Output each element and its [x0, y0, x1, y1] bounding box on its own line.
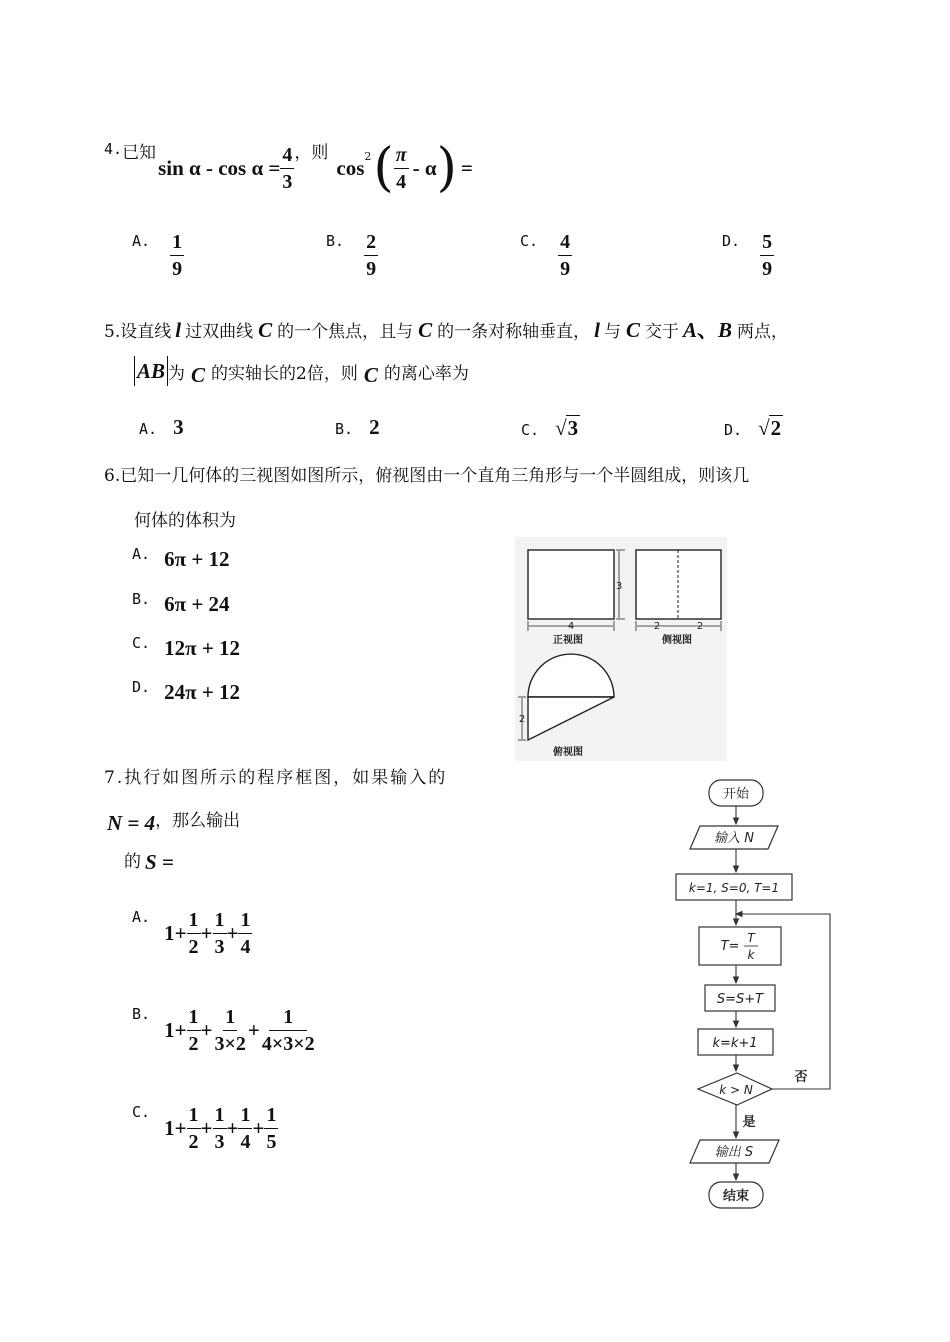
q5-var: C	[625, 318, 640, 342]
q4-frac	[280, 143, 294, 194]
q4-opt-label: C.	[520, 232, 539, 250]
q4-sq: 2	[364, 150, 372, 163]
q6-option-b[interactable]	[132, 590, 230, 617]
q5-opt-val: 2	[369, 415, 380, 439]
q5-var: A	[682, 318, 697, 342]
q5-ab: AB	[137, 359, 166, 383]
q5-text: 与	[603, 322, 621, 342]
flow-init: k=1, S=0, T=1	[688, 881, 780, 895]
q4-opt-label: D.	[722, 232, 741, 250]
q7-option-b[interactable]	[132, 1005, 317, 1056]
q5-var: C	[191, 362, 206, 387]
q4-rparen: )	[436, 138, 457, 198]
front-dim-3: 3	[615, 581, 623, 592]
front-view-rect	[528, 550, 614, 619]
q4-opt-frac	[558, 230, 572, 281]
q4-option-b[interactable]	[326, 232, 378, 281]
q7-n-expr: N = 4	[107, 811, 156, 835]
q5-var: C	[363, 362, 378, 387]
q7-line2	[107, 806, 240, 836]
q7-opt-label: C.	[132, 1103, 151, 1121]
flow-start: 开始	[722, 787, 750, 802]
q4-opt-frac	[170, 230, 184, 281]
q4-opt-den: 9	[172, 258, 183, 280]
q6-option-a[interactable]	[132, 545, 230, 572]
q5-opt-val: 3	[567, 416, 579, 440]
q5-text: 为	[168, 363, 186, 384]
q7-plus: +	[200, 921, 213, 945]
q4-stem	[104, 138, 473, 198]
q7-frac: $\frac{1}{3}$	[214, 1104, 225, 1153]
q7-line1: 7.执行如图所示的程序框图，如果输入的	[104, 768, 448, 788]
q7-plus: +	[226, 1116, 239, 1140]
q7-opt-label: B.	[132, 1005, 151, 1023]
q5-line1	[104, 314, 788, 344]
q4-cos: cos	[336, 155, 365, 180]
flow-condition: k > N	[719, 1083, 753, 1097]
top-dim-2: 2	[518, 714, 526, 725]
q5-line2	[134, 356, 469, 386]
q7-opt-a-expr	[164, 908, 252, 959]
q4-opt-label: A.	[132, 232, 151, 250]
q4-option-c[interactable]	[520, 232, 572, 281]
q5-var: l	[175, 318, 182, 342]
q5-opt-val: 2	[770, 416, 782, 440]
q5-option-c[interactable]	[521, 415, 580, 441]
q7-one: 1+	[164, 921, 187, 945]
q5-abs-bar	[134, 356, 168, 386]
flow-yes: 是	[742, 1115, 756, 1130]
q7-frac: $\frac{1}{4}$	[240, 1104, 251, 1153]
q5-text: 交于	[644, 322, 679, 342]
q5-text: 、	[696, 318, 718, 342]
q4-pi: π	[394, 143, 409, 169]
flow-k-assign: k=k+1	[712, 1036, 758, 1051]
q5-text: 的一个焦点，且与	[277, 322, 414, 342]
q4-opt-num: 1	[170, 230, 184, 256]
q4-opt-num: 5	[760, 230, 774, 256]
q5-option-d[interactable]	[724, 415, 783, 441]
flow-input: 输入 N	[714, 831, 754, 846]
q7-line2-text: ，那么输出	[155, 811, 241, 831]
three-view-figure	[515, 537, 727, 761]
q4-opt-den: 9	[762, 258, 773, 280]
q5-opt-label: A.	[139, 420, 158, 438]
q7-plus: +	[247, 1018, 260, 1042]
q4-lhs: sin α - cos α =	[158, 155, 281, 180]
q5-var: C	[418, 318, 433, 342]
q7-one: 1+	[164, 1018, 187, 1042]
q7-frac: $\frac{1}{4}$	[240, 909, 251, 958]
q4-num: 4.	[104, 140, 123, 158]
flow-s-assign: S=S+T	[716, 992, 764, 1007]
q7-line3-text: 的	[124, 852, 141, 872]
q7-frac: $\frac{1}{2}$	[188, 1006, 199, 1055]
q6-opt-val: 6π + 24	[164, 592, 230, 616]
q4-opt-frac	[364, 230, 378, 281]
q4-opt-num: 4	[558, 230, 572, 256]
q5-text: 的一条对称轴垂直，	[437, 322, 591, 342]
q7-option-a[interactable]	[132, 908, 252, 959]
q6-opt-label: C.	[132, 634, 151, 652]
q4-frac-den: 3	[282, 170, 293, 193]
q4-option-d[interactable]	[722, 232, 774, 281]
flow-end: 结束	[722, 1189, 750, 1204]
q4-opt-num: 2	[364, 230, 378, 256]
flow-t-box	[699, 927, 781, 965]
q7-opt-c-expr	[164, 1103, 278, 1154]
q7-one: 1+	[164, 1116, 187, 1140]
q4-frac-num: 4	[280, 143, 294, 169]
q7-plus: +	[200, 1018, 213, 1042]
q7-frac: $\frac{1}{5}$	[266, 1104, 277, 1153]
q5-var: l	[594, 318, 600, 342]
q6-opt-val: 24π + 12	[164, 680, 241, 704]
q7-opt-b-expr	[164, 1005, 317, 1056]
program-flowchart	[670, 770, 840, 1220]
q6-line2: 何体的体积为	[134, 511, 236, 531]
q6-opt-label: B.	[132, 590, 151, 608]
q5-sqrt-sign: √	[555, 416, 567, 440]
q6-opt-val: 6π + 12	[164, 547, 230, 571]
q6-option-d[interactable]	[132, 678, 240, 705]
q7-plus: +	[226, 921, 239, 945]
flow-t-num: T	[747, 931, 755, 945]
front-dim-4: 4	[567, 621, 575, 632]
q5-text: 两点，	[737, 322, 788, 342]
q6-opt-label: D.	[132, 678, 151, 696]
flow-output: 输出 S	[714, 1145, 754, 1160]
q4-option-a[interactable]	[132, 232, 184, 281]
q7-frac: $\frac{1}{2}$	[188, 1104, 199, 1153]
q4-opt-frac	[760, 230, 774, 281]
q5-opt-label: C.	[521, 421, 540, 439]
q4-four: 4	[396, 170, 407, 193]
q5-var: B	[717, 318, 732, 342]
q5-text: 的实轴长的2倍，则	[211, 363, 358, 384]
q4-opt-label: B.	[326, 232, 345, 250]
flow-t-assign: T=	[720, 939, 740, 954]
q7-frac: $\frac{1}{4\times 3\times 2}$	[261, 1006, 315, 1055]
front-view-label: 正视图	[553, 635, 583, 646]
side-view-label: 侧视图	[662, 635, 692, 646]
q4-then: ，则	[294, 143, 329, 163]
q4-lparen: (	[373, 138, 394, 198]
q5-opt-label: D.	[724, 421, 743, 439]
flow-no: 否	[794, 1070, 808, 1085]
q7-frac: $\frac{1}{3}$	[214, 909, 225, 958]
q5-text: 5.设直线	[104, 322, 172, 342]
q7-frac: $\frac{1}{3\times 2}$	[214, 1006, 246, 1055]
top-view-label: 俯视图	[553, 747, 583, 758]
q7-opt-label: A.	[132, 908, 151, 926]
q5-text: 过双曲线	[185, 322, 254, 342]
q7-plus: +	[252, 1116, 265, 1140]
q4-eq: =	[460, 155, 473, 180]
q5-opt-label: B.	[335, 420, 354, 438]
q4-minus-alpha: - α	[412, 155, 437, 180]
q4-pi-frac	[394, 143, 409, 194]
q7-s-expr: S =	[145, 850, 174, 874]
side-dim-2b: 2	[696, 621, 704, 632]
q4-given: 已知	[122, 143, 157, 163]
q7-plus: +	[200, 1116, 213, 1140]
q5-option-a[interactable]	[139, 415, 184, 440]
q5-sqrt-sign: √	[758, 416, 770, 440]
q4-opt-den: 9	[560, 258, 571, 280]
q5-opt-val: 3	[173, 415, 184, 439]
q6-option-c[interactable]	[132, 634, 240, 661]
side-dim-2a: 2	[653, 621, 661, 632]
q4-opt-den: 9	[366, 258, 377, 280]
q5-var: C	[258, 318, 273, 342]
q7-frac: $\frac{1}{2}$	[188, 909, 199, 958]
q5-option-b[interactable]	[335, 415, 380, 440]
q5-text: 的离心率为	[383, 363, 469, 384]
q7-line3	[124, 847, 174, 875]
flow-t-den: k	[747, 948, 755, 962]
q6-opt-label: A.	[132, 545, 151, 563]
q7-option-c[interactable]	[132, 1103, 278, 1154]
q6-line1: 6.已知一几何体的三视图如图所示，俯视图由一个直角三角形与一个半圆组成，则该几	[104, 466, 750, 486]
q6-opt-val: 12π + 12	[164, 636, 241, 660]
